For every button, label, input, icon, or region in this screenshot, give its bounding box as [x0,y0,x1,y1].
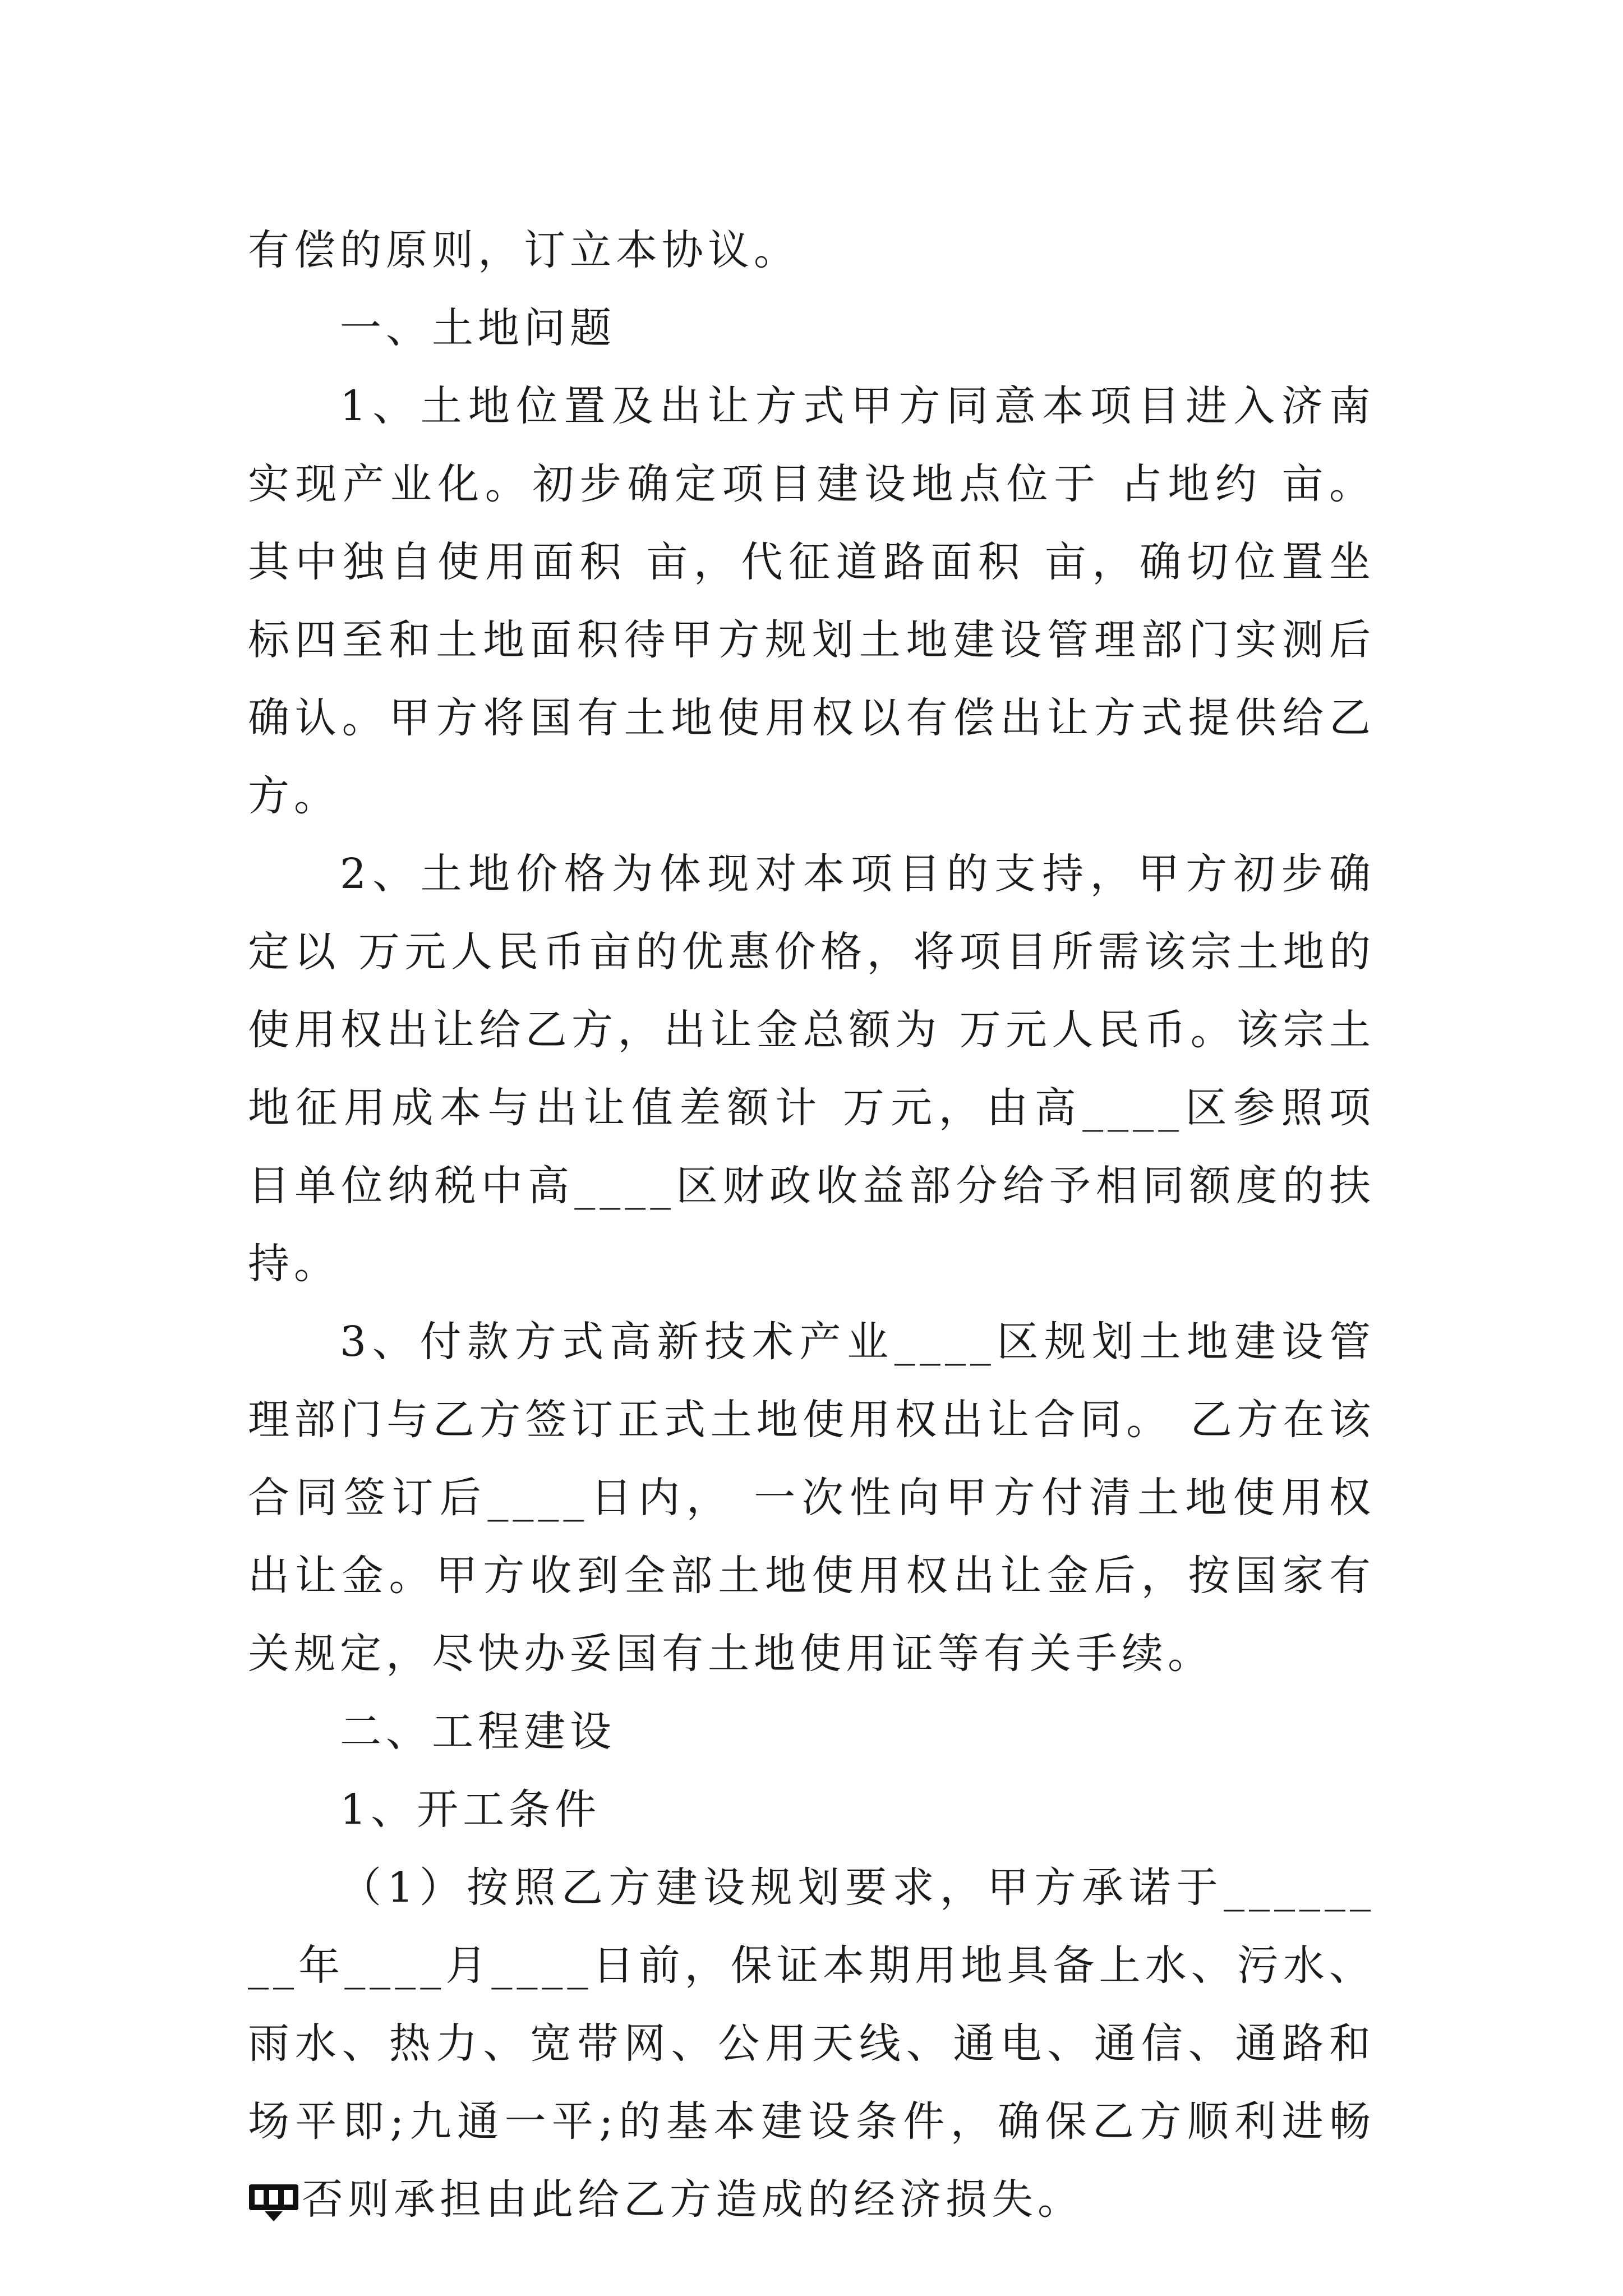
paragraph-start-conditions-tail: 否则承担由此给乙方造成的经济损失。 [302,2175,1083,2224]
section-heading-construction: 二、工程建设 [340,1708,616,1756]
paragraph-payment-method: 3、付款方式高新技术产业____区规划土地建设管理部门与乙方签订正式土地使用权出让合同。 乙方在该合同签订后____日内， 一次性向甲方付清土地使用权出让金。甲方收到全部土地使用权出让金后，按国家有关规定，尽快办妥国有土地使用证等有关手续。 [248,1318,1375,1678]
paragraph-land-price: 2、土地价格为体现对本项目的支持，甲方初步确定以 万元人民币亩的优惠价格，将项目所需该宗土地的使用权出让给乙方，出让金总额为 万元人民币。该宗土地征用成本与出让值差额计 万元，由高____区参照项目单位纳税中高____区财政收益部分给予相同额度的扶持。 [248,850,1375,1288]
paragraph-start-conditions-text: （1）按照乙方建设规划要求，甲方承诺于________年____月____日前，保证本期用地具备上水、污水、雨水、热力、宽带网、公用天线、通电、通信、通路和场平即;九通一平;的基本建设条件，确保乙方顺利进畅 [248,1864,1375,2146]
paragraph-land-location: 1、土地位置及出让方式甲方同意本项目进入济南实现产业化。初步确定项目建设地点位于 占地约 亩。其中独自使用面积 亩，代征道路面积 亩，确切位置坐标四至和土地面积待甲方规划土地建设管理部门实测后确认。甲方将国有土地使用权以有偿出让方式提供给乙方。 [248,382,1375,820]
paragraph-start-conditions [248,1849,1375,2239]
subheading-start-conditions: 1、开工条件 [340,1786,601,1834]
paragraph-intro-tail: 有偿的原则，订立本协议。 [248,226,800,274]
section-heading-land: 一、土地问题 [340,304,616,352]
keyboard-icon[interactable] [249,2184,301,2216]
document-body [248,211,1375,2239]
